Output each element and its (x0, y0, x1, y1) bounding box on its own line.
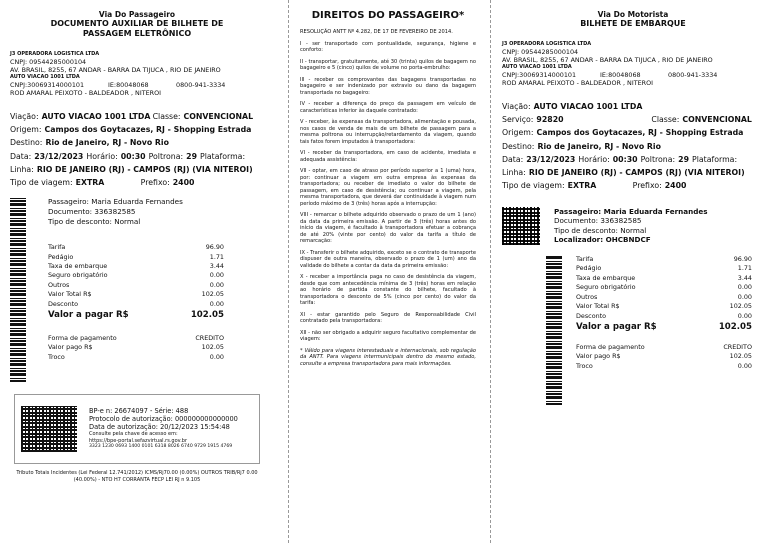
discount-type: Tipo de desconto: Normal (48, 216, 141, 226)
bpe-access-key: 3323 1230 0693 1400 0101 6318 8026 6740 9729 1915 4769 (89, 444, 233, 450)
rights-footnote: * Válido para viagens interestaduais e internacionais, sob regulação da ANTT. Para viagens intermunicipais dentro do mesmo estado, consulte a empresa transportadora para mais informações. (300, 347, 476, 367)
discount-value: 0.00 (737, 311, 752, 320)
data-value: 23/12/2023 (526, 154, 576, 164)
poltrona-label: Poltrona: (640, 154, 676, 164)
poltrona-value: 29 (186, 151, 198, 161)
fare-value: 96.90 (205, 243, 224, 252)
insurance-label: Seguro obrigatório (576, 283, 636, 292)
tipo-value: EXTRA (567, 181, 597, 191)
passenger-document: Documento: 336382585 (554, 216, 642, 226)
fare-label: Tarifa (48, 243, 66, 252)
poltrona-value: 29 (678, 154, 690, 164)
origem-label: Origem: (502, 128, 534, 138)
insurance-label: Seguro obrigatório (48, 271, 108, 280)
fare-value: 96.90 (733, 255, 752, 264)
carrier-cnpj: CNPJ:30069314000101 (502, 70, 577, 79)
amount-paid-label: Valor pago R$ (576, 352, 621, 361)
driver-qr-code (502, 207, 540, 245)
insurance-value: 0.00 (209, 271, 224, 280)
amount-due-label: Valor a pagar R$ (576, 321, 657, 332)
bpe-url[interactable]: https://bpe-portal.sefazvirtual.rs.gov.br (89, 437, 188, 444)
tipo-value: EXTRA (75, 178, 105, 188)
fare-table (576, 255, 752, 405)
tipo-label: Tipo de viagem: (10, 178, 73, 188)
rights-item: X - receber a importância paga no caso de desistência da viagem, desde que com antecedência mínima de 3 (três) horas em relação ao horário de partida constante do bilhete, facultado à transportadora o desconto de 5% (cinco por cento) do valor da tarifa: (300, 274, 476, 306)
total-label: Valor Total R$ (576, 302, 620, 311)
carrier-address: ROD AMARAL PEIXOTO - BALDEADOR , NITEROI (10, 89, 161, 98)
right-title-boarding: BILHETE DE EMBARQUE (580, 19, 686, 28)
discount-label: Desconto (48, 299, 79, 308)
issuer-cnpj: CNPJ: 09544285000104 (10, 57, 87, 66)
toll-label: Pedágio (576, 264, 602, 273)
amount-due-value: 102.05 (190, 310, 224, 321)
issuer-cnpj: CNPJ: 09544285000104 (502, 47, 579, 56)
insurance-value: 0.00 (737, 283, 752, 292)
total-label: Valor Total R$ (48, 290, 92, 299)
bpe-consult: Consulte pela chave de acesso em: (89, 431, 178, 438)
viacao-label: Viação: (502, 101, 531, 111)
others-value: 0.00 (737, 292, 752, 301)
linha-value: RIO DE JANEIRO (RJ) - CAMPOS (RJ) (VIA NITEROI) (528, 168, 745, 178)
rights-item: VI - receber da transportadora, em caso de acidente, imediata e adequada assistência: (300, 150, 476, 163)
carrier-phone: 0800-941-3334 (668, 70, 718, 79)
amount-due-value: 102.05 (718, 321, 752, 332)
passenger-name: Passageiro: Maria Eduarda Fernandes (48, 197, 183, 207)
toll-label: Pedágio (48, 252, 74, 261)
plataforma-label: Plataforma: (692, 154, 738, 164)
rights-item: IV - receber a diferença do preço da passagem em veículo de características inferior às daquele contratado: (300, 101, 476, 114)
bpe-qr-code (21, 406, 77, 452)
classe-value: CONVENCIONAL (682, 114, 752, 124)
total-value: 102.05 (729, 302, 752, 311)
payment-method-label: Forma de pagamento (576, 342, 645, 351)
rights-item: I - ser transportado com pontualidade, segurança, higiene e conforto: (300, 40, 476, 53)
destino-label: Destino: (502, 141, 535, 151)
rights-item: XI - estar garantido pelo Seguro de Responsabilidade Civil contratado pela transportadora: (300, 311, 476, 324)
origem-value: Campos dos Goytacazes, RJ - Shopping Estrada (536, 128, 744, 138)
right-title-via: Via Do Motorista (597, 10, 669, 19)
amount-paid-value: 102.05 (201, 343, 224, 352)
change-value: 0.00 (209, 352, 224, 361)
boarding-fee-value: 3.44 (209, 262, 224, 270)
origem-value: Campos dos Goytacazes, RJ - Shopping Estrada (44, 124, 252, 134)
passenger-document: Documento: 336382585 (48, 207, 136, 216)
rights-item: VII - optar, em caso de atraso por período superior a 1 (uma) hora, por: continuar a viagem em outra empresa às expensas da transportadora; ou receber de imediato o valor do bilhete de passagem, em caso de desistência; ou continuar a viagem, pela mesma transportadora, que deverá dar continuidade à viagem num período máximo de 3 (três) horas após a interrupção: (300, 168, 476, 207)
prefixo-label: Prefixo: (632, 181, 662, 191)
destino-value: Rio de Janeiro, RJ - Novo Rio (45, 138, 169, 148)
horario-label: Horário: (86, 151, 118, 161)
horario-label: Horário: (578, 154, 610, 164)
carrier-name: AUTO VIACAO 1001 LTDA (10, 74, 80, 81)
discount-label: Desconto (576, 311, 607, 320)
change-value: 0.00 (737, 361, 752, 370)
trip-details (502, 100, 764, 193)
viacao-value: AUTO VIACAO 1001 LTDA (41, 111, 151, 121)
prefixo-value: 2400 (172, 178, 195, 188)
carrier-ie: IE:80048068 (600, 70, 641, 79)
boarding-barcode (10, 197, 26, 382)
servico-label: Serviço: (502, 114, 534, 124)
total-value: 102.05 (201, 290, 224, 299)
driver-ticket-panel (498, 0, 768, 543)
carrier-phone: 0800-941-3334 (176, 80, 226, 89)
viacao-label: Viação: (10, 111, 39, 121)
prefixo-value: 2400 (664, 181, 687, 191)
destino-label: Destino: (10, 138, 43, 148)
discount-value: 0.00 (209, 299, 224, 308)
passenger-rights-panel (296, 0, 476, 543)
issuer-address: AV. BRASIL, 8255, 67 ANDAR - BARRA DA TIJUCA , RIO DE JANEIRO (10, 65, 221, 74)
rights-intro: RESOLUÇÃO ANTT Nº 4.282, DE 17 DE FEVEREIRO DE 2014. (300, 29, 453, 35)
rights-item: VIII - remarcar o bilhete adquirido observado o prazo de um 1 (ano) da data da primeira emissão. A partir de 3 (três) horas antes do início da viagem, é facultado à transportadora efetuar a cobrança de até 20% (vinte por cento) do valor da tarifa a título de remarcação: (300, 212, 476, 244)
divider-right (490, 0, 491, 543)
discount-type: Tipo de desconto: Normal (554, 225, 647, 235)
rights-item: III - receber os comprovantes das bagagens transportadas no bagageiro e ser indenizado por extravio ou dano da bagagem transportada no bagageiro: (300, 76, 476, 96)
linha-label: Linha: (502, 168, 526, 178)
origem-label: Origem: (10, 124, 42, 134)
bpe-protocol: Protocolo de autorização: 000000000000000 (89, 414, 238, 423)
classe-label: Classe: (152, 111, 181, 121)
rights-item: II - transportar, gratuitamente, até 30 (trinta) quilos de bagagem no bagageiro e 5 (cinco) quilos de volume no porta-embrulho: (300, 58, 476, 71)
data-value: 23/12/2023 (34, 151, 84, 161)
rights-item: IX - Transferir o bilhete adquirido, exceto se o contrato de transporte dispuser de outra maneira, observado o prazo de 1 (um) ano da validade do bilhete a contar da data da primeira emissão: (300, 249, 476, 269)
fare-table (48, 243, 224, 362)
tipo-label: Tipo de viagem: (502, 181, 565, 191)
payment-method-label: Forma de pagamento (48, 334, 117, 343)
plataforma-label: Plataforma: (200, 151, 246, 161)
trip-details (10, 110, 264, 190)
change-label: Troco (576, 361, 593, 370)
divider-left (288, 0, 289, 543)
linha-label: Linha: (10, 164, 34, 174)
amount-due-label: Valor a pagar R$ (48, 310, 129, 321)
boarding-fee-label: Taxa de embarque (576, 273, 636, 282)
passenger-ticket-panel (0, 0, 272, 543)
classe-label: Classe: (651, 114, 680, 124)
left-title-document: DOCUMENTO AUXILIAR DE BILHETE DE PASSAGEM ELETRÔNICO (50, 19, 224, 38)
poltrona-label: Poltrona: (148, 151, 184, 161)
carrier-ie: IE:80048068 (108, 80, 149, 89)
issuer-address: AV. BRASIL, 8255, 67 ANDAR - BARRA DA TIJUCA , RIO DE JANEIRO (502, 55, 713, 64)
data-label: Data: (502, 154, 524, 164)
fare-label: Tarifa (576, 255, 594, 264)
carrier-address: ROD AMARAL PEIXOTO - BALDEADOR , NITEROI (502, 79, 653, 88)
left-title-via: Via Do Passageiro (98, 10, 176, 19)
destino-value: Rio de Janeiro, RJ - Novo Rio (537, 141, 661, 151)
carrier-cnpj: CNPJ:30069314000101 (10, 80, 85, 89)
linha-value: RIO DE JANEIRO (RJ) - CAMPOS (RJ) (VIA NITEROI) (36, 164, 253, 174)
others-label: Outros (48, 280, 70, 289)
rights-title: DIREITOS DO PASSAGEIRO* (311, 10, 465, 21)
rights-item: XII - não ser obrigado a adquirir seguro facultativo complementar de viagem: (300, 329, 476, 342)
change-label: Troco (48, 352, 65, 361)
toll-value: 1.71 (737, 264, 752, 273)
bpe-box (14, 394, 260, 464)
horario-value: 00:30 (120, 151, 146, 161)
bpe-number: BP-e n: 26674097 - Série: 488 (89, 406, 189, 415)
amount-paid-label: Valor pago R$ (48, 343, 93, 352)
payment-method-value: CREDITO (195, 334, 224, 343)
rights-item: V - receber, às expensas da transportadora, alimentação e pousada, nos casos de venda de mais de um bilhete de passagem para a mesma poltrona ou interrupção/retardamento da viagem, quando tais fatos forem imputados à transportadora: (300, 119, 476, 145)
toll-value: 1.71 (209, 252, 224, 261)
horario-value: 00:30 (612, 154, 638, 164)
others-value: 0.00 (209, 280, 224, 289)
bpe-auth-date: Data de autorização: 20/12/2023 15:54:48 (89, 422, 230, 431)
boarding-fee-label: Taxa de embarque (48, 262, 108, 270)
carrier-name: AUTO VIACAO 1001 LTDA (502, 64, 572, 71)
prefixo-label: Prefixo: (140, 178, 170, 188)
tax-note: Tributo Totais Incidentes (Lei Federal 12.741/2012) ICMS/Rj70.00 (0.00%) OUTROS TRIB/Rj7 0.00 (40.00%) - NTO H7 CORRANTA FECP LEI RJ n 9.105 (16, 470, 258, 483)
others-label: Outros (576, 292, 598, 301)
data-label: Data: (10, 151, 32, 161)
issuer-name: J3 OPERADORA LOGISTICA LTDA (10, 51, 100, 57)
passenger-name: Passageiro: Maria Eduarda Fernandes (554, 206, 708, 216)
boarding-fee-value: 3.44 (737, 273, 752, 282)
issuer-name: J3 OPERADORA LOGISTICA LTDA (502, 41, 592, 47)
payment-method-value: CREDITO (723, 342, 752, 351)
servico-value: 92820 (536, 114, 564, 124)
locator-code: Localizador: OHCBNDCF (554, 235, 651, 245)
amount-paid-value: 102.05 (729, 352, 752, 361)
driver-barcode (546, 255, 562, 405)
viacao-value: AUTO VIACAO 1001 LTDA (533, 101, 643, 111)
classe-value: CONVENCIONAL (183, 111, 254, 121)
